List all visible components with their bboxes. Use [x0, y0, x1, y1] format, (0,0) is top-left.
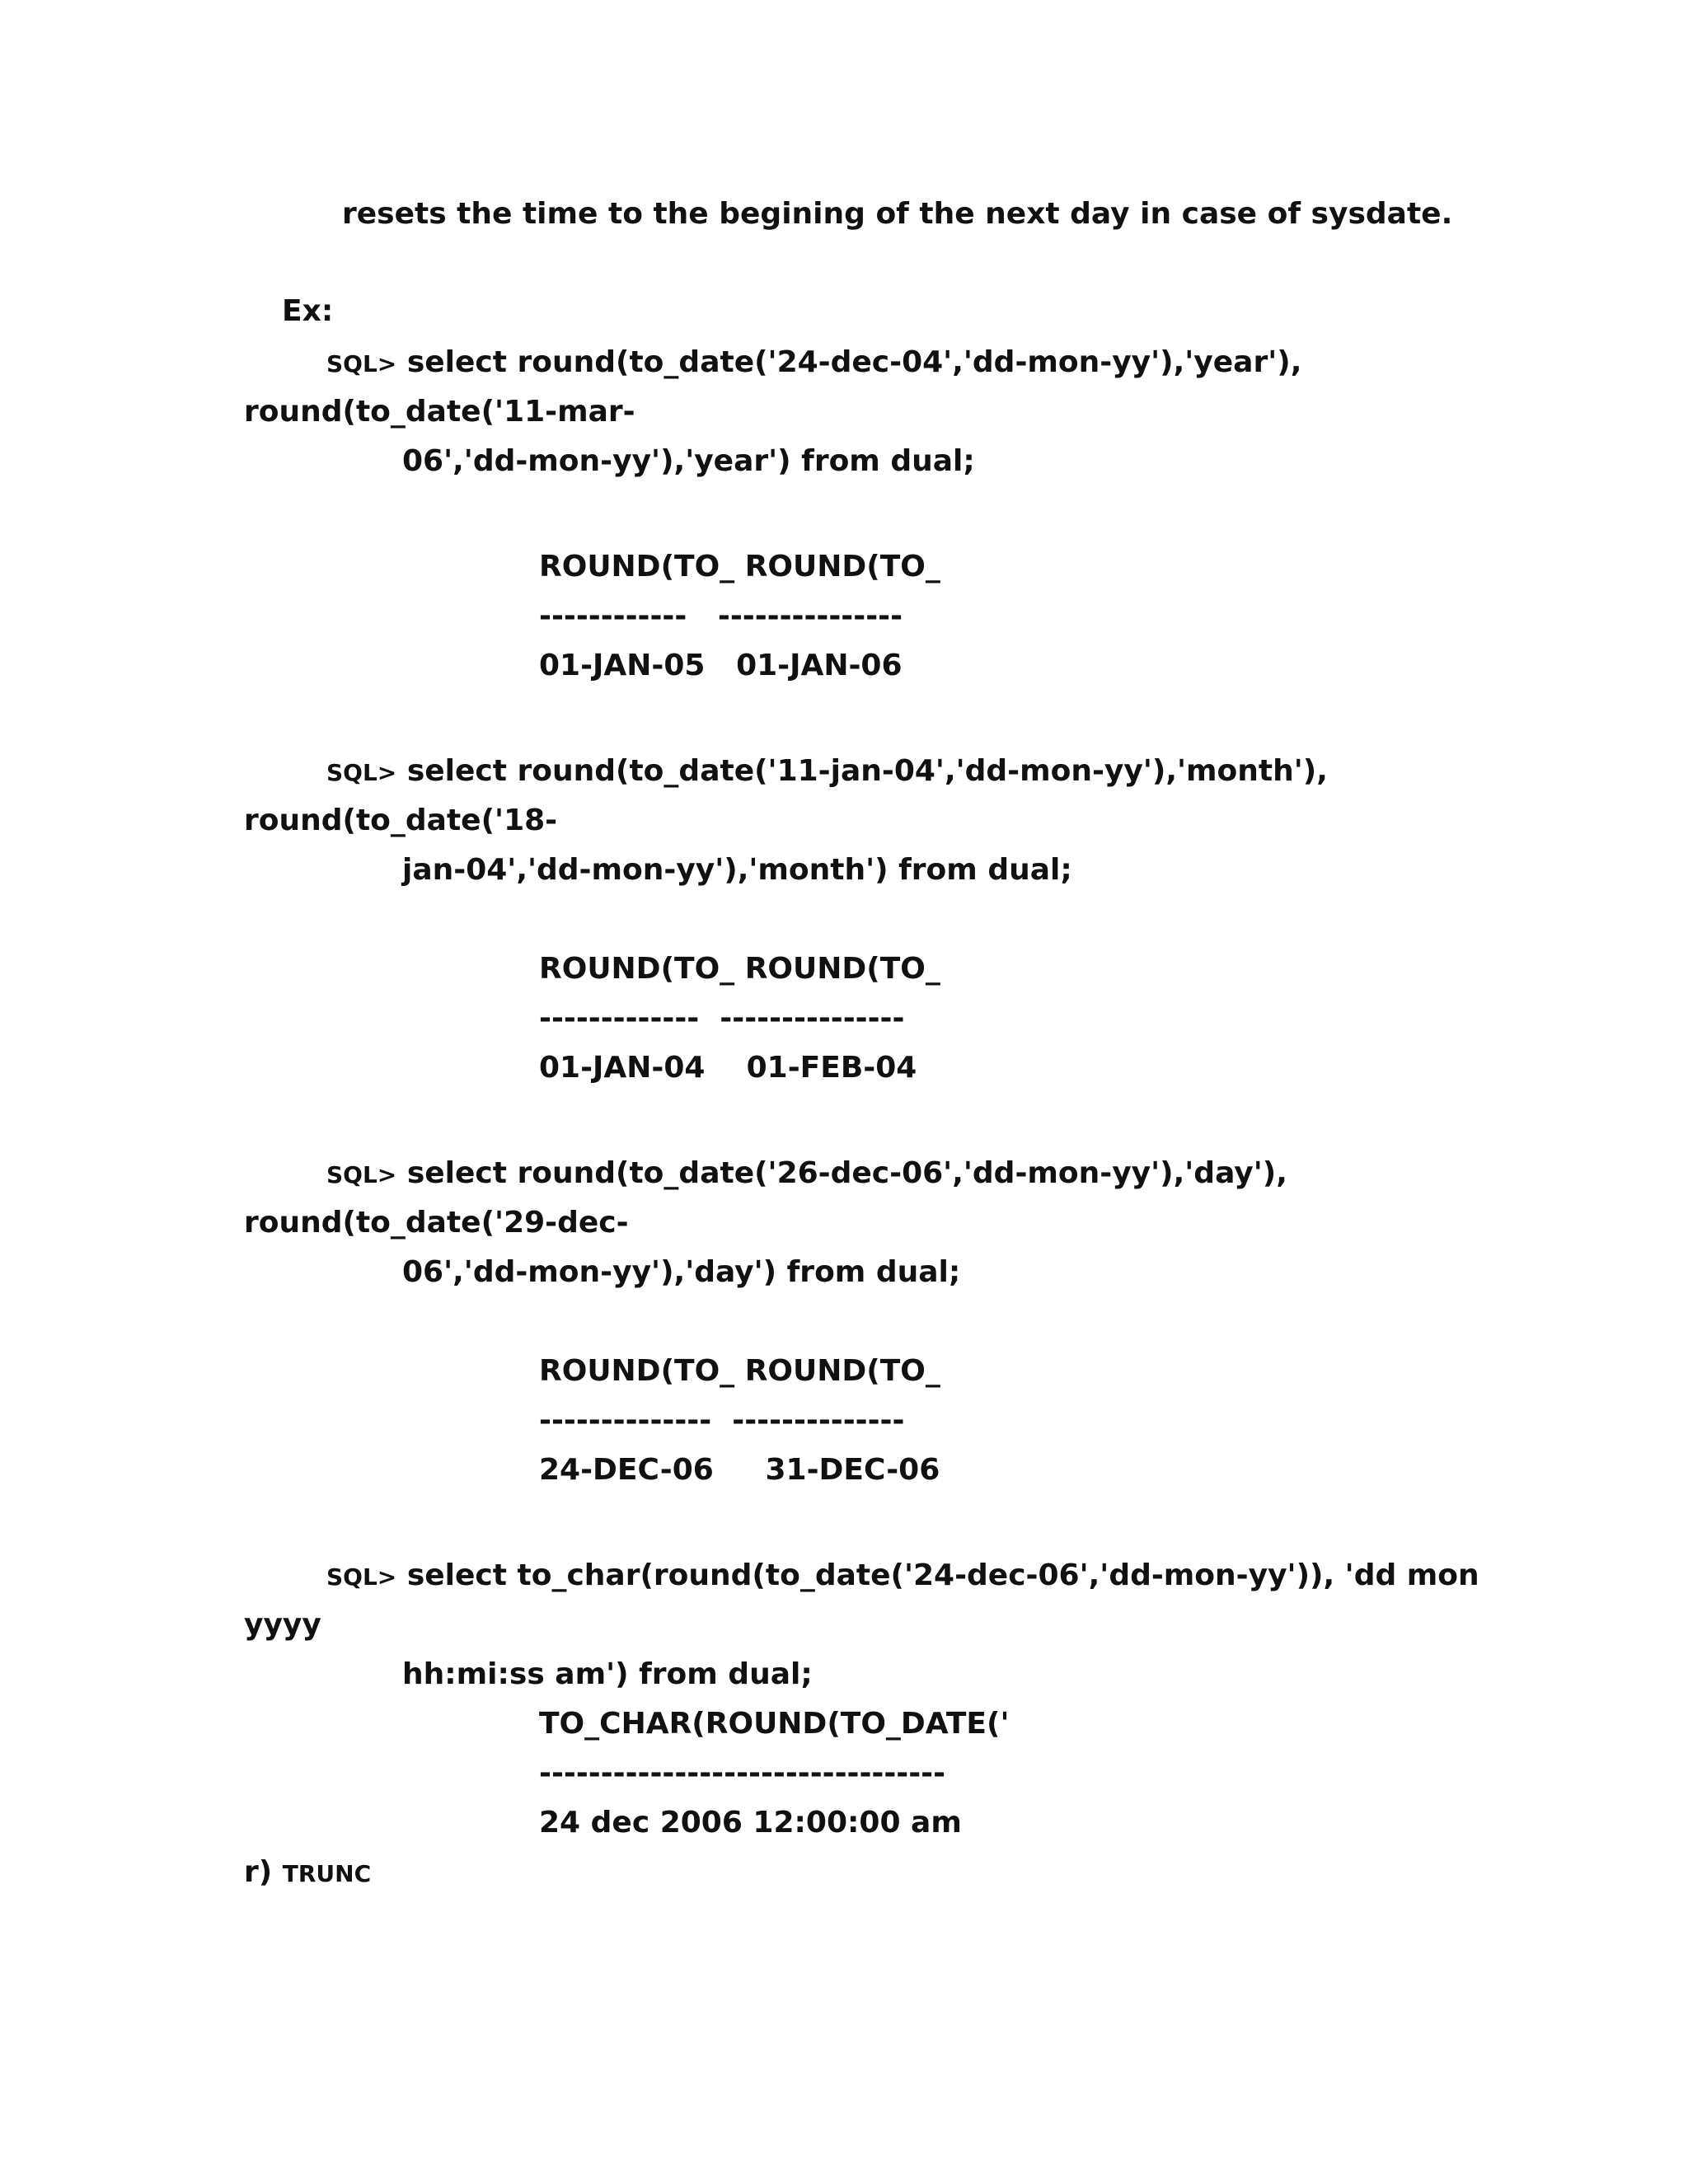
- sql-text: select to_char(round(to_date('24-dec-06','dd-mon-yy')), 'dd mon: [406, 1558, 1479, 1592]
- example-label: Ex:: [282, 294, 334, 328]
- section-heading: [244, 1854, 371, 1892]
- result-divider: -------------- --------------: [539, 1404, 905, 1437]
- sql-text: select round(to_date('11-jan-04','dd-mon-yy'),'month'),: [406, 754, 1328, 788]
- result-divider: ------------ ---------------: [539, 599, 903, 633]
- sql-command-line: round(to_date('11-mar-: [244, 395, 635, 429]
- result-row: 01-JAN-05 01-JAN-06: [539, 649, 903, 682]
- sql-command-line: [326, 344, 1301, 382]
- sql-prompt: SQL>: [326, 350, 397, 377]
- result-divider: ------------- ---------------: [539, 1001, 905, 1035]
- section-title: TRUNC: [282, 1860, 372, 1887]
- sql-prompt: SQL>: [326, 759, 397, 786]
- sql-command-line: jan-04','dd-mon-yy'),'month') from dual;: [402, 853, 1072, 887]
- sql-command-line: hh:mi:ss am') from dual;: [402, 1657, 813, 1691]
- result-header: ROUND(TO_ ROUND(TO_: [539, 550, 940, 583]
- sql-command-line: [326, 1558, 1479, 1596]
- result-row: 24 dec 2006 12:00:00 am: [539, 1806, 962, 1840]
- sql-command-line: yyyy: [244, 1608, 321, 1642]
- sql-command-line: 06','dd-mon-yy'),'day') from dual;: [402, 1255, 961, 1289]
- result-header: ROUND(TO_ ROUND(TO_: [539, 952, 940, 986]
- intro-text: resets the time to the begining of the next day in case of sysdate.: [342, 197, 1453, 231]
- sql-text: select round(to_date('24-dec-04','dd-mon-yy'),'year'),: [406, 345, 1302, 379]
- result-divider: ---------------------------------: [539, 1756, 946, 1790]
- sql-text: select round(to_date('26-dec-06','dd-mon-yy'),'day'),: [406, 1156, 1287, 1190]
- result-row: 24-DEC-06 31-DEC-06: [539, 1453, 940, 1487]
- result-header: TO_CHAR(ROUND(TO_DATE(': [539, 1707, 1010, 1741]
- sql-prompt: SQL>: [326, 1563, 397, 1591]
- result-row: 01-JAN-04 01-FEB-04: [539, 1051, 917, 1085]
- sql-command-line: round(to_date('29-dec-: [244, 1206, 629, 1240]
- result-header: ROUND(TO_ ROUND(TO_: [539, 1354, 940, 1388]
- sql-command-line: round(to_date('18-: [244, 804, 558, 837]
- sql-command-line: [326, 1155, 1287, 1193]
- sql-prompt: SQL>: [326, 1161, 397, 1188]
- sql-command-line: 06','dd-mon-yy'),'year') from dual;: [402, 444, 975, 478]
- sql-command-line: [326, 753, 1328, 791]
- section-number: r): [244, 1855, 273, 1889]
